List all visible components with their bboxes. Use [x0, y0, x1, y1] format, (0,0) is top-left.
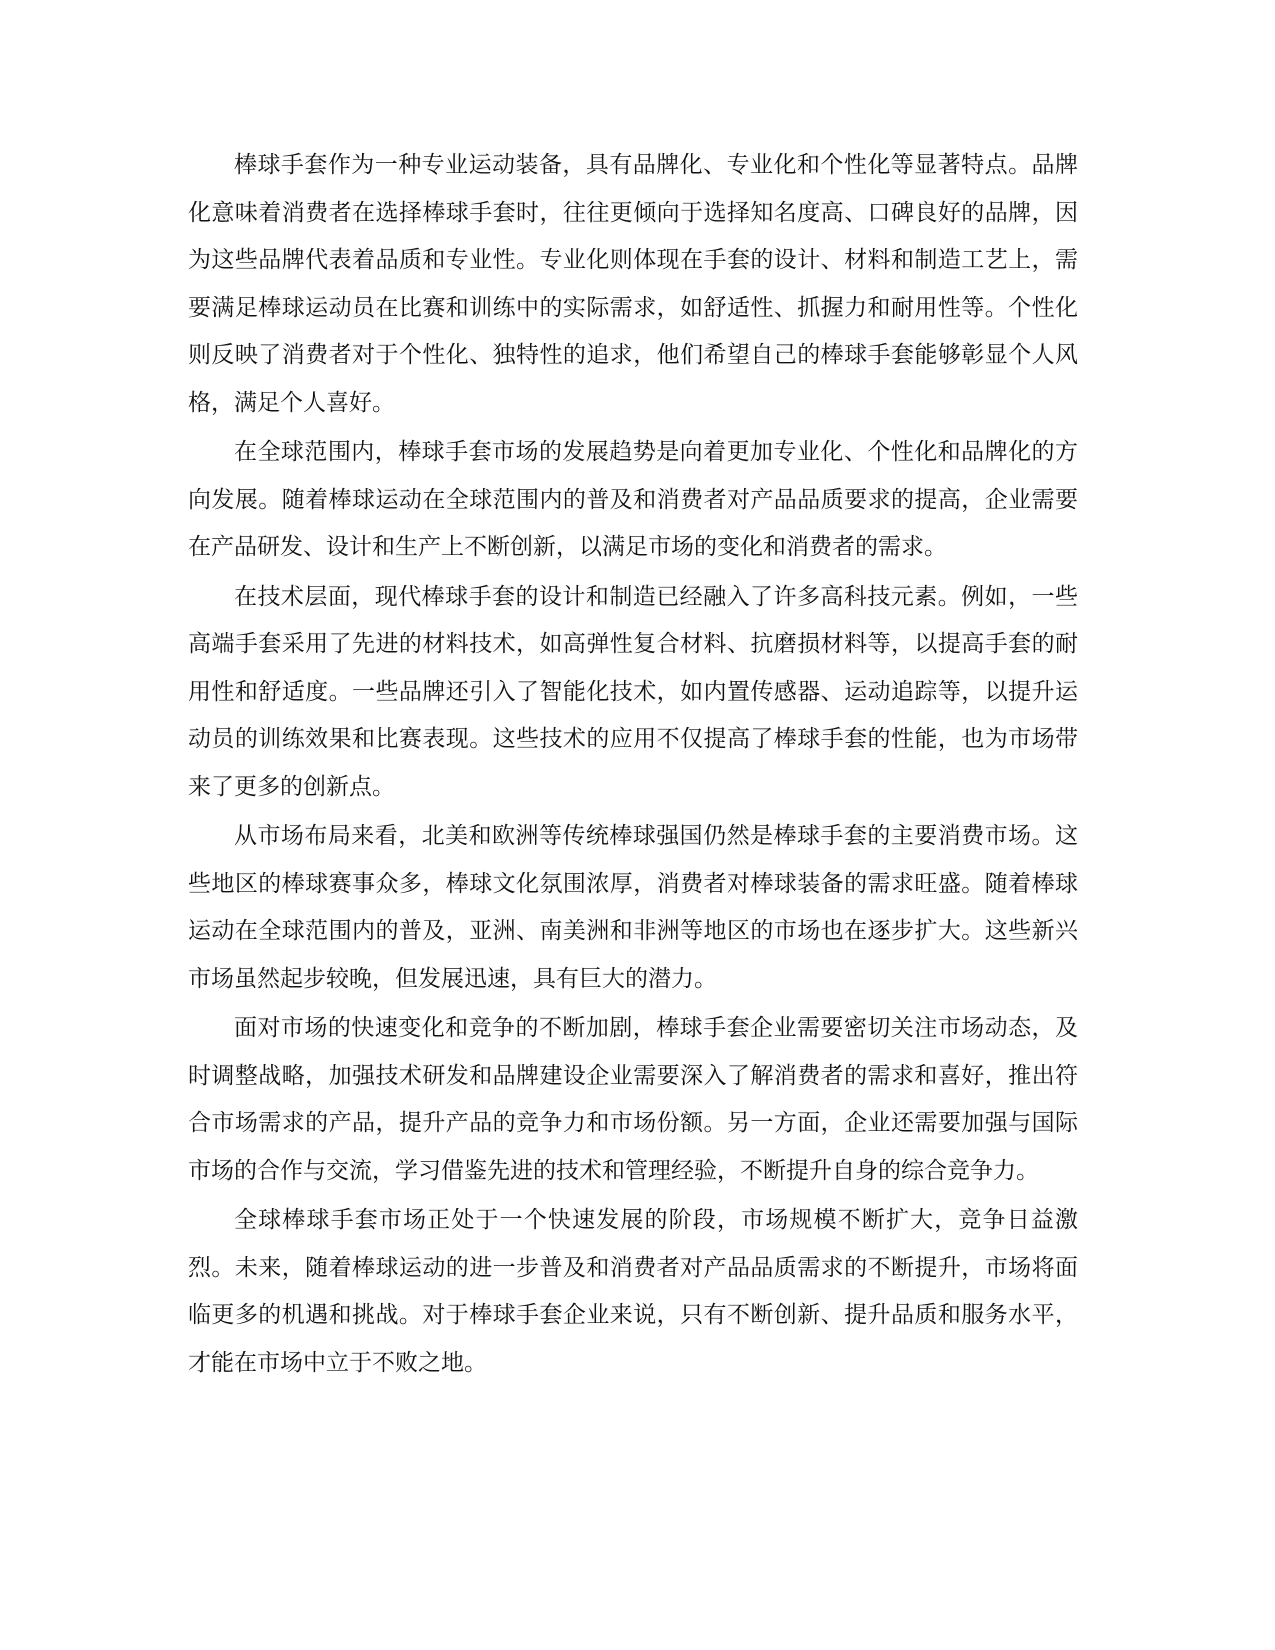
paragraph-5: 面对市场的快速变化和竞争的不断加剧，棒球手套企业需要密切关注市场动态，及时调整战略，加强技术研发和品牌建设企业需要深入了解消费者的需求和喜好，推出符合市场需求的产品，提升产品的竞争力和市场份额。另一方面，企业还需要加强与国际市场的合作与交流，学习借鉴先进的技术和管理经验，不断提升自身的综合竞争力。	[188, 1015, 1078, 1184]
paragraph-4: 从市场布局来看，北美和欧洲等传统棒球强国仍然是棒球手套的主要消费市场。这些地区的棒球赛事众多，棒球文化氛围浓厚，消费者对棒球装备的需求旺盛。随着棒球运动在全球范围内的普及，亚洲、南美洲和非洲等地区的市场也在逐步扩大。这些新兴市场虽然起步较晚，但发展迅速，具有巨大的潜力。	[188, 823, 1078, 992]
document-body	[188, 142, 1078, 1389]
paragraph-2: 在全球范围内，棒球手套市场的发展趋势是向着更加专业化、个性化和品牌化的方向发展。随着棒球运动在全球范围内的普及和消费者对产品品质要求的提高，企业需要在产品研发、设计和生产上不断创新，以满足市场的变化和消费者的需求。	[188, 439, 1078, 560]
paragraph-6: 全球棒球手套市场正处于一个快速发展的阶段，市场规模不断扩大，竞争日益激烈。未来，随着棒球运动的进一步普及和消费者对产品品质需求的不断提升，市场将面临更多的机遇和挑战。对于棒球手套企业来说，只有不断创新、提升品质和服务水平，才能在市场中立于不败之地。	[188, 1207, 1078, 1376]
paragraph-1: 棒球手套作为一种专业运动装备，具有品牌化、专业化和个性化等显著特点。品牌化意味着消费者在选择棒球手套时，往往更倾向于选择知名度高、口碑良好的品牌，因为这些品牌代表着品质和专业性。专业化则体现在手套的设计、材料和制造工艺上，需要满足棒球运动员在比赛和训练中的实际需求，如舒适性、抓握力和耐用性等。个性化则反映了消费者对于个性化、独特性的追求，他们希望自己的棒球手套能够彰显个人风格，满足个人喜好。	[188, 152, 1078, 416]
paragraph-3: 在技术层面，现代棒球手套的设计和制造已经融入了许多高科技元素。例如，一些高端手套采用了先进的材料技术，如高弹性复合材料、抗磨损材料等，以提高手套的耐用性和舒适度。一些品牌还引入了智能化技术，如内置传感器、运动追踪等，以提升运动员的训练效果和比赛表现。这些技术的应用不仅提高了棒球手套的性能，也为市场带来了更多的创新点。	[188, 583, 1078, 800]
